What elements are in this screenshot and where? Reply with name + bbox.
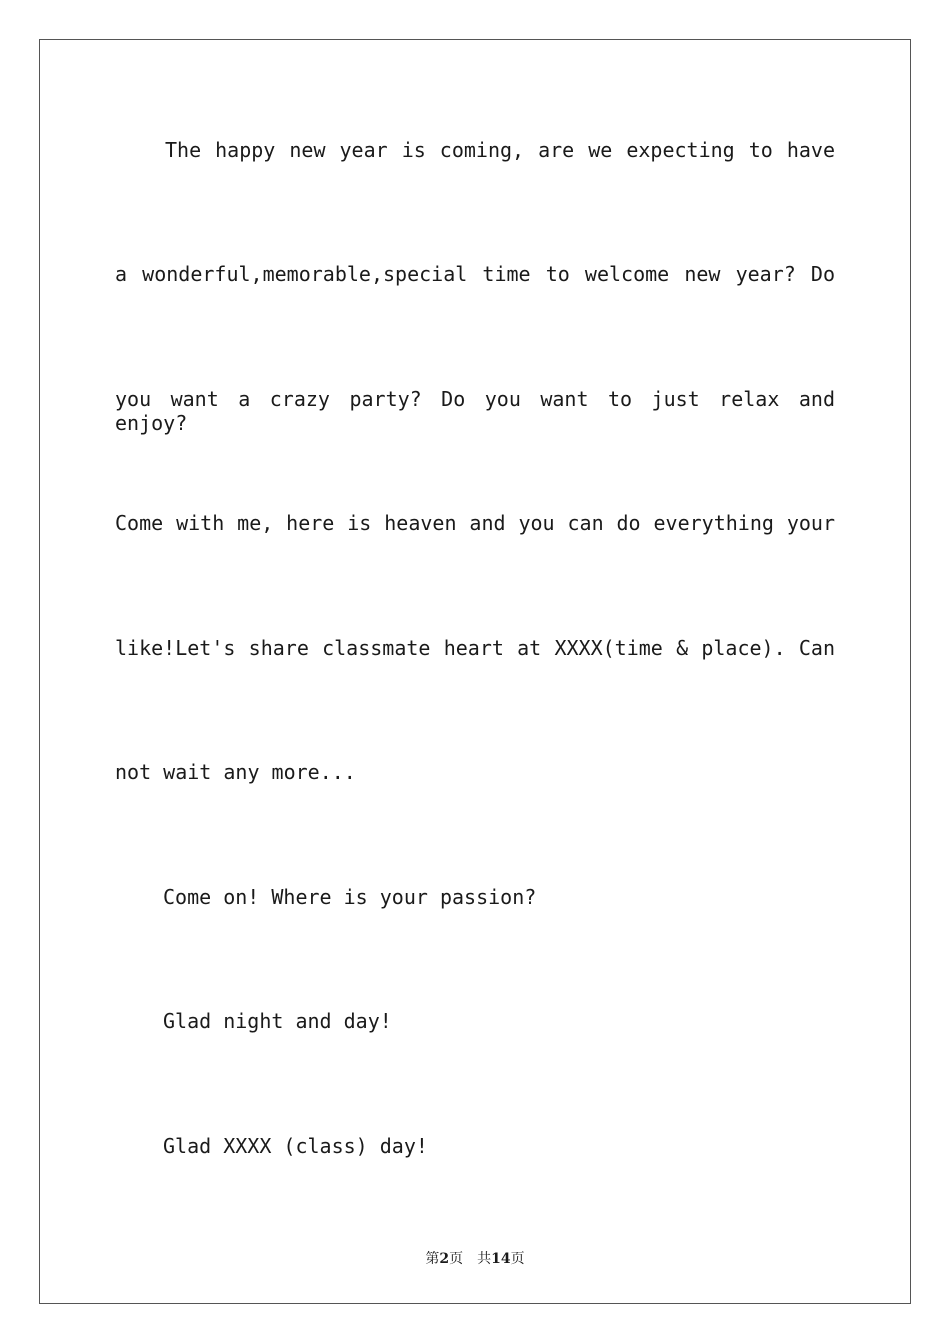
paragraph-text: Glad XXXX (class) day! [163,1134,428,1158]
paragraph-text: Glad night and day! [163,1009,392,1033]
page-number: 2 [439,1251,450,1267]
paragraph-line: not wait any more... [115,760,356,784]
paragraph-line: a wonderful,memorable,special time to welcome new year? Do [115,262,835,286]
paragraph-line: you want a crazy party? Do you want to just relax and enjoy? [115,387,835,435]
page-prefix: 第 [425,1251,440,1267]
page-footer [0,1248,950,1268]
paragraph-text: Come on! Where is your passion? [163,885,537,909]
page-suffix: 页 [449,1251,464,1267]
total-prefix: 共 [477,1251,492,1267]
page-frame [39,39,911,1304]
paragraph-line: like!Let's share classmate heart at XXXX(time & place). Can [115,636,835,660]
paragraph-line: The happy new year is coming, are we expecting to have [165,138,835,162]
total-pages: 14 [491,1251,511,1267]
paragraph-line: Come with me, here is heaven and you can do everything your [115,511,835,535]
total-suffix: 页 [510,1251,525,1267]
